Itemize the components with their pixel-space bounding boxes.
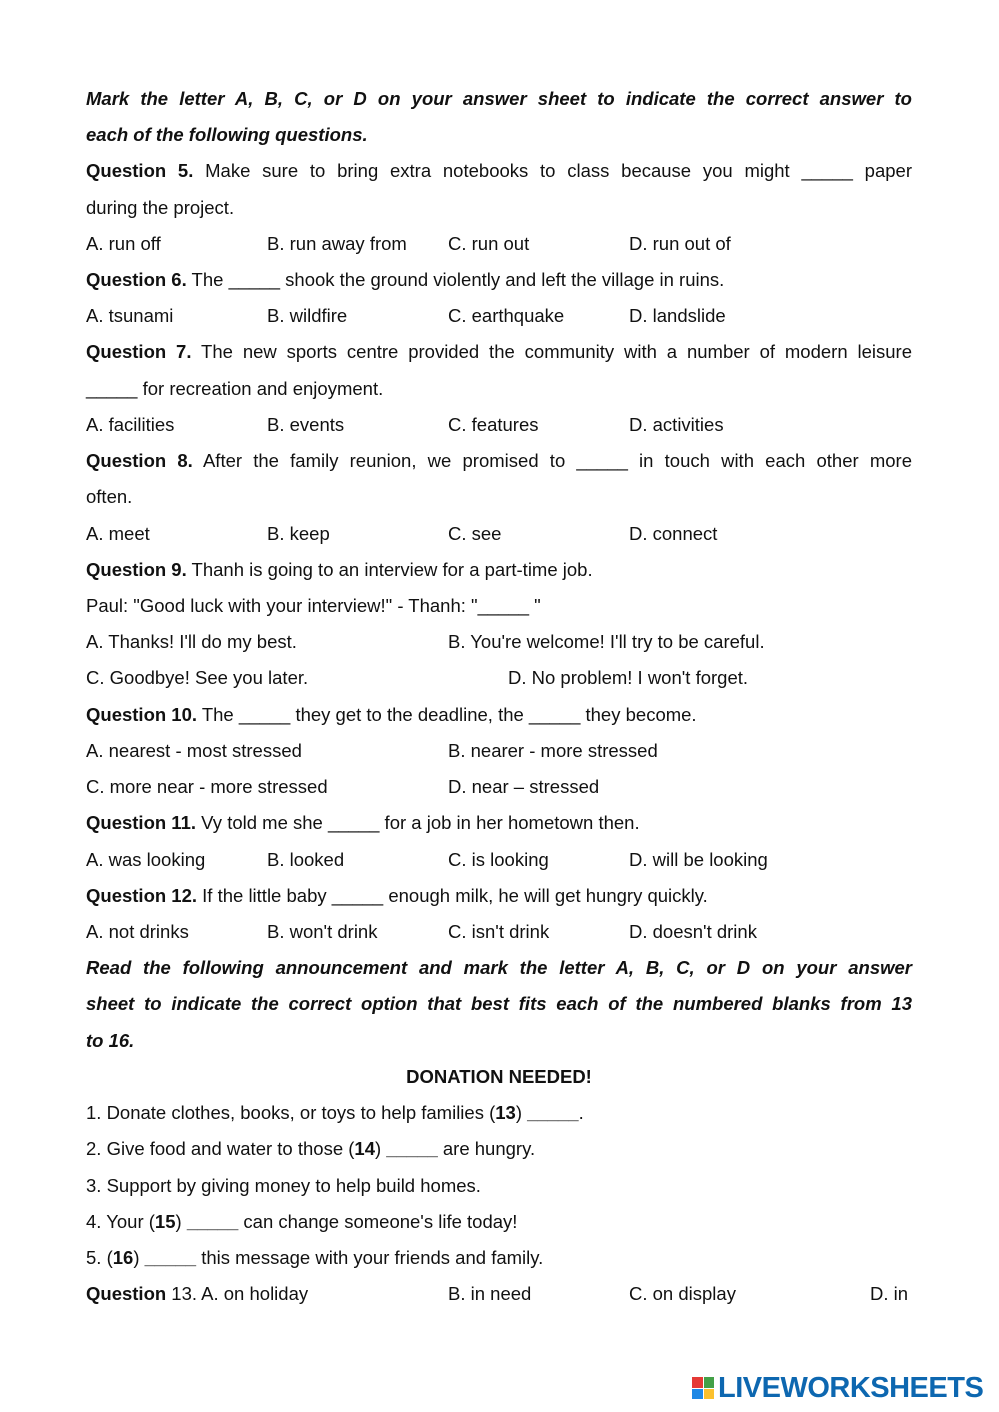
item-text: ) xyxy=(374,1138,387,1159)
question-text: If the little baby _____ enough milk, he will get hungry quickly. xyxy=(197,885,708,906)
announcement-item-5 xyxy=(86,1246,912,1270)
option-b[interactable]: B. won't drink xyxy=(267,921,378,942)
blank[interactable]: _____ xyxy=(186,1211,239,1232)
item-text: ) xyxy=(175,1211,187,1232)
question-text: Thanh is going to an interview for a part-time job. xyxy=(186,559,593,580)
question-label: Question 12. xyxy=(86,885,198,906)
item-text: ) xyxy=(133,1247,145,1268)
option-d[interactable]: D. activities xyxy=(629,414,724,435)
question-11 xyxy=(86,811,912,835)
liveworksheets-logo xyxy=(692,1373,983,1403)
option-b[interactable]: B. events xyxy=(267,414,345,435)
announcement-title: DONATION NEEDED! xyxy=(406,1066,592,1087)
instruction2-line-3: to 16. xyxy=(86,1030,135,1051)
question-label: Question 10. xyxy=(86,704,198,725)
option-b[interactable]: B. You're welcome! I'll try to be careful. xyxy=(448,631,765,652)
question-8-cont: often. xyxy=(86,486,133,507)
option-d[interactable]: D. near – stressed xyxy=(448,776,600,797)
question-label: Question 8. xyxy=(86,450,193,471)
question-label: Question 7. xyxy=(86,341,192,362)
item-text: . xyxy=(578,1102,584,1123)
option-a[interactable]: A. tsunami xyxy=(86,305,174,326)
item-text: 5. ( xyxy=(86,1247,113,1268)
question-7 xyxy=(86,340,912,364)
question-9 xyxy=(86,558,912,582)
blank[interactable]: _____ xyxy=(386,1138,438,1159)
option-c[interactable]: C. on display xyxy=(629,1283,736,1304)
option-d[interactable]: D. doesn't drink xyxy=(629,921,757,942)
question-8 xyxy=(86,449,912,473)
question-7-cont: _____ for recreation and enjoyment. xyxy=(86,378,384,399)
option-d[interactable]: D. No problem! I won't forget. xyxy=(508,667,749,688)
question-text: The _____ they get to the deadline, the _____ they become. xyxy=(197,704,697,725)
option-c[interactable]: C. Goodbye! See you later. xyxy=(86,667,309,688)
blank[interactable]: _____ xyxy=(144,1247,197,1268)
item-text: 1. Donate clothes, books, or toys to help families ( xyxy=(86,1102,496,1123)
question-9-dialogue: Paul: "Good luck with your interview!" - Thanh: "_____ " xyxy=(86,595,541,616)
item-text: this message with your friends and family. xyxy=(196,1247,544,1268)
item-text: 2. Give food and water to those ( xyxy=(86,1138,355,1159)
question-5 xyxy=(86,159,912,183)
option-a[interactable]: A. meet xyxy=(86,523,150,544)
announcement-item-1 xyxy=(86,1101,912,1125)
question-label: Question 9. xyxy=(86,559,187,580)
question-5-cont: during the project. xyxy=(86,197,235,218)
option-a[interactable]: A. facilities xyxy=(86,414,175,435)
blank-number: 13 xyxy=(495,1102,516,1123)
option-d[interactable]: D. landslide xyxy=(629,305,726,326)
logo-text: LIVEWORKSHEETS xyxy=(718,1371,984,1404)
question-text: Make sure to bring extra notebooks to class because you might _____ paper xyxy=(193,160,912,181)
option-a[interactable]: A. run off xyxy=(86,233,161,254)
question-text: The new sports centre provided the community with a number of modern leisure xyxy=(191,341,912,362)
option-c[interactable]: C. see xyxy=(448,523,502,544)
question-label: Question xyxy=(86,1283,167,1304)
question-12 xyxy=(86,884,912,908)
instruction2-line-2: sheet to indicate the correct option that best fits each of the numbered blanks from 13 xyxy=(86,993,912,1014)
option-d[interactable]: D. will be looking xyxy=(629,849,768,870)
question-text: After the family reunion, we promised to _____ in touch with each other more xyxy=(192,450,912,471)
option-b[interactable]: B. run away from xyxy=(267,233,407,254)
option-a[interactable]: A. Thanks! I'll do my best. xyxy=(86,631,297,652)
announcement-item-2 xyxy=(86,1137,912,1161)
option-b[interactable]: B. wildfire xyxy=(267,305,348,326)
option-a[interactable]: 13. A. on holiday xyxy=(166,1283,309,1304)
question-label: Question 11. xyxy=(86,812,197,833)
option-b[interactable]: B. keep xyxy=(267,523,330,544)
announcement-item-4 xyxy=(86,1210,912,1234)
item-text: can change someone's life today! xyxy=(238,1211,518,1232)
blank-number: 16 xyxy=(112,1247,134,1268)
option-c[interactable]: C. earthquake xyxy=(448,305,565,326)
option-c[interactable]: C. isn't drink xyxy=(448,921,550,942)
announcement-item-3: 3. Support by giving money to help build homes. xyxy=(86,1175,481,1196)
instruction-line-2: each of the following questions. xyxy=(86,124,368,145)
option-a[interactable]: A. was looking xyxy=(86,849,206,870)
question-text: The _____ shook the ground violently and left the village in ruins. xyxy=(186,269,725,290)
question-label: Question 6. xyxy=(86,269,187,290)
option-d[interactable]: D. run out of xyxy=(629,233,731,254)
option-a[interactable]: A. not drinks xyxy=(86,921,189,942)
option-b[interactable]: B. nearer - more stressed xyxy=(448,740,658,761)
question-text: Vy told me she _____ for a job in her hometown then. xyxy=(196,812,640,833)
question-13-stem xyxy=(86,1282,308,1306)
option-b[interactable]: B. in need xyxy=(448,1283,532,1304)
option-c[interactable]: C. run out xyxy=(448,233,530,254)
item-text: ) xyxy=(515,1102,528,1123)
option-c[interactable]: C. more near - more stressed xyxy=(86,776,328,797)
blank[interactable]: _____ xyxy=(527,1102,579,1123)
instruction-line-1: Mark the letter A, B, C, or D on your answer sheet to indicate the correct answer to xyxy=(86,88,912,109)
option-c[interactable]: C. is looking xyxy=(448,849,549,870)
blank-number: 14 xyxy=(354,1138,375,1159)
question-6 xyxy=(86,268,912,292)
option-a[interactable]: A. nearest - most stressed xyxy=(86,740,302,761)
option-d[interactable]: D. connect xyxy=(629,523,718,544)
question-label: Question 5. xyxy=(86,160,194,181)
blank-number: 15 xyxy=(154,1211,176,1232)
option-c[interactable]: C. features xyxy=(448,414,539,435)
logo-mark-icon xyxy=(692,1377,714,1399)
instruction2-line-1: Read the following announcement and mark the letter A, B, C, or D on your answer xyxy=(86,957,912,978)
option-b[interactable]: B. looked xyxy=(267,849,345,870)
option-d[interactable]: D. in xyxy=(870,1283,909,1304)
item-text: are hungry. xyxy=(437,1138,536,1159)
item-text: 4. Your ( xyxy=(86,1211,155,1232)
question-10 xyxy=(86,703,912,727)
